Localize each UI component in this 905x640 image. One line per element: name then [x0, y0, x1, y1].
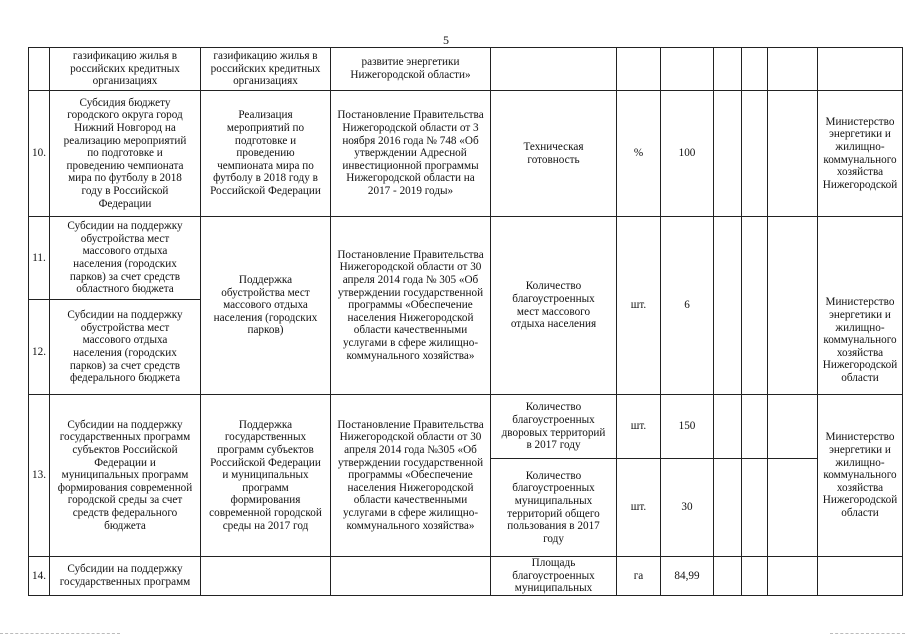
cell-num: 11.: [29, 217, 50, 300]
page-number: 5: [443, 33, 449, 47]
cell-unit: шт.: [617, 217, 661, 395]
cell-unit: шт.: [617, 395, 661, 459]
table-row: [29, 48, 903, 91]
cell-empty: [742, 557, 768, 596]
cell-unit: шт.: [617, 459, 661, 557]
cell-num: [29, 48, 50, 91]
cell-indicator: Количество благоустроенных муниципальных территорий общего пользования в 2017 году: [491, 459, 617, 557]
cell-empty: [714, 557, 742, 596]
cell-event: [201, 557, 331, 596]
page-edge-dash: [830, 633, 905, 634]
cell-empty: [714, 395, 742, 459]
cell-unit: [617, 48, 661, 91]
cell-event: Поддержка обустройства мест массового отдыха населения (городских парков): [201, 217, 331, 395]
cell-num: 10.: [29, 91, 50, 217]
cell-name: Субсидии на поддержку государственных программ субъектов Российской Федерации и муниципальных программ формирования современной городской среды за счет средств федерального бюджета: [50, 395, 201, 557]
cell-empty: [714, 459, 742, 557]
cell-value: 6: [661, 217, 714, 395]
cell-document: развитие энергетики Нижегородской области»: [331, 48, 491, 91]
cell-num: 12.: [29, 300, 50, 395]
cell-ministry: [818, 557, 903, 596]
cell-empty: [742, 48, 768, 91]
cell-value: [661, 48, 714, 91]
cell-empty: [714, 48, 742, 91]
cell-empty: [742, 91, 768, 217]
cell-empty: [742, 459, 768, 557]
cell-document: [331, 557, 491, 596]
cell-empty: [742, 395, 768, 459]
cell-empty: [768, 557, 818, 596]
page-edge-dash: [0, 633, 120, 634]
cell-event: Поддержка государственных программ субъектов Российской Федерации и муниципальных программ формирования современной городской среды на 2017 год: [201, 395, 331, 557]
cell-event: газификацию жилья в российских кредитных организациях: [201, 48, 331, 91]
cell-indicator: [491, 48, 617, 91]
cell-name: газификацию жилья в российских кредитных организациях: [50, 48, 201, 91]
table-row: [29, 91, 903, 217]
cell-num: 14.: [29, 557, 50, 596]
cell-indicator: Количество благоустроенных мест массового отдыха населения: [491, 217, 617, 395]
cell-empty: [768, 217, 818, 395]
cell-name: Субсидии на поддержку обустройства мест массового отдыха населения (городских парков) за счет средств федерального бюджета: [50, 300, 201, 395]
cell-ministry: [818, 48, 903, 91]
cell-indicator: Количество благоустроенных дворовых территорий в 2017 году: [491, 395, 617, 459]
cell-empty: [768, 91, 818, 217]
cell-empty: [768, 459, 818, 557]
cell-name: Субсидии на поддержку государственных программ: [50, 557, 201, 596]
cell-empty: [768, 48, 818, 91]
cell-ministry: Министерство энергетики и жилищно- коммунального хозяйства Нижегородской области: [818, 217, 903, 395]
cell-ministry: Министерство энергетики и жилищно- коммунального хозяйства Нижегородской области: [818, 395, 903, 557]
cell-event: Реализация мероприятий по подготовке и проведению чемпионата мира по футболу в 2018 году в Российской Федерации: [201, 91, 331, 217]
cell-name: Субсидии на поддержку обустройства мест массового отдыха населения (городских парков) за счет средств областного бюджета: [50, 217, 201, 300]
cell-empty: [714, 91, 742, 217]
cell-document: Постановление Правительства Нижегородской области от 30 апреля 2014 года №305 «Об утверждении государственной программы «Обеспечение населения Нижегородской области качественными услугами в сфере жилищно- коммунального хозяйства»: [331, 395, 491, 557]
cell-unit: га: [617, 557, 661, 596]
cell-empty: [768, 395, 818, 459]
cell-indicator: Площадь благоустроенных муниципальных: [491, 557, 617, 596]
table-row: [29, 217, 903, 300]
cell-document: Постановление Правительства Нижегородской области от 30 апреля 2014 года № 305 «Об утверждении государственной программы «Обеспечение населения Нижегородской области качественными услугами в сфере жилищно- коммунального хозяйства»: [331, 217, 491, 395]
subsidy-table: [28, 47, 903, 596]
table-row: [29, 557, 903, 596]
cell-name: Субсидия бюджету городского округа город Нижний Новгород на реализацию мероприятий по подготовке и проведению чемпионата мира по футболу в 2018 году в Российской Федерации: [50, 91, 201, 217]
cell-unit: %: [617, 91, 661, 217]
cell-indicator: Техническая готовность: [491, 91, 617, 217]
cell-ministry: Министерство энергетики и жилищно- коммунального хозяйства Нижегородской: [818, 91, 903, 217]
cell-empty: [742, 217, 768, 395]
table-row: [29, 395, 903, 459]
cell-empty: [714, 217, 742, 395]
cell-value: 100: [661, 91, 714, 217]
cell-document: Постановление Правительства Нижегородской области от 3 ноября 2016 года № 748 «Об утверждении Адресной инвестиционной программы Нижегородской области на 2017 - 2019 годы»: [331, 91, 491, 217]
cell-value: 30: [661, 459, 714, 557]
cell-num: 13.: [29, 395, 50, 557]
cell-value: 150: [661, 395, 714, 459]
cell-value: 84,99: [661, 557, 714, 596]
